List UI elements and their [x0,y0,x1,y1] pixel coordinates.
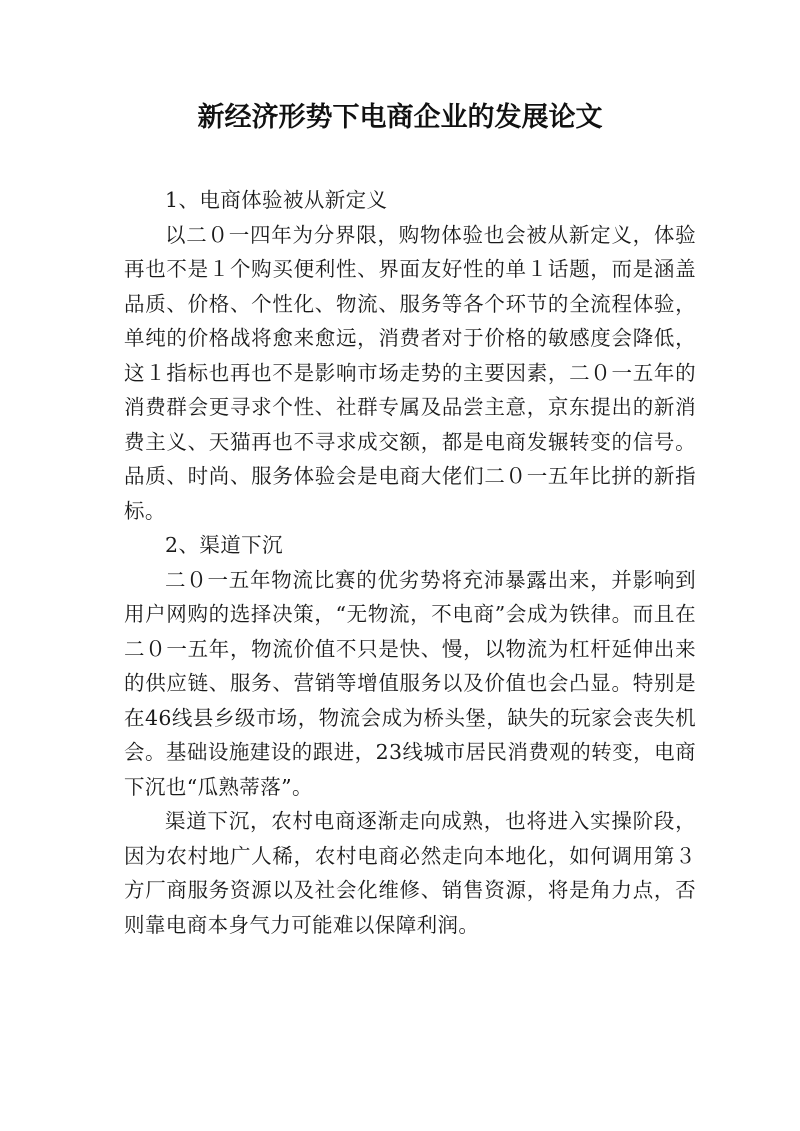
paragraph: 二０一五年物流比赛的优劣势将充沛暴露出来，并影响到用户网购的选择决策，“无物流，不电商”会成为铁律。而且在二０一五年，物流价值不只是快、慢，以物流为杠杆延伸出来的供应链、服务、营销等增值服务以及价值也会凸显。特别是在46线县乡级市场，物流会成为桥头堡，缺失的玩家会丧失机会。基础设施建设的跟进，23线城市居民消费观的转变，电商下沉也“瓜熟蒂落”。 [124,567,696,799]
document-body [124,183,696,942]
section-heading-experience: 1、电商体验被从新定义 [165,188,388,212]
paragraph: 渠道下沉，农村电商逐渐走向成熟，也将进入实操阶段，因为农村地广人稀，农村电商必然走向本地化，如何调用第３方厂商服务资源以及社会化维修、销售资源，将是角力点，否则靠电商本身气力可能难以保障利润。 [124,809,696,937]
section-heading-channel: 2、渠道下沉 [165,533,283,557]
paragraph: 以二０一四年为分界限，购物体验也会被从新定义，体验再也不是１个购买便利性、界面友好性的单１话题，而是涵盖品质、价格、个性化、物流、服务等各个环节的全流程体验，单纯的价格战将愈来愈远，消费者对于价格的敏感度会降低，这１指标也再也不是影响市场走势的主要因素，二０一五年的消费群会更寻求个性、社群专属及品尝主意，京东提出的新消费主义、天猫再也不寻求成交额，都是电商发辗转变的信号。品质、时尚、服务体验会是电商大佬们二０一五年比拼的新指标。 [124,222,696,523]
document-title: 新经济形势下电商企业的发展论文 [197,102,603,133]
